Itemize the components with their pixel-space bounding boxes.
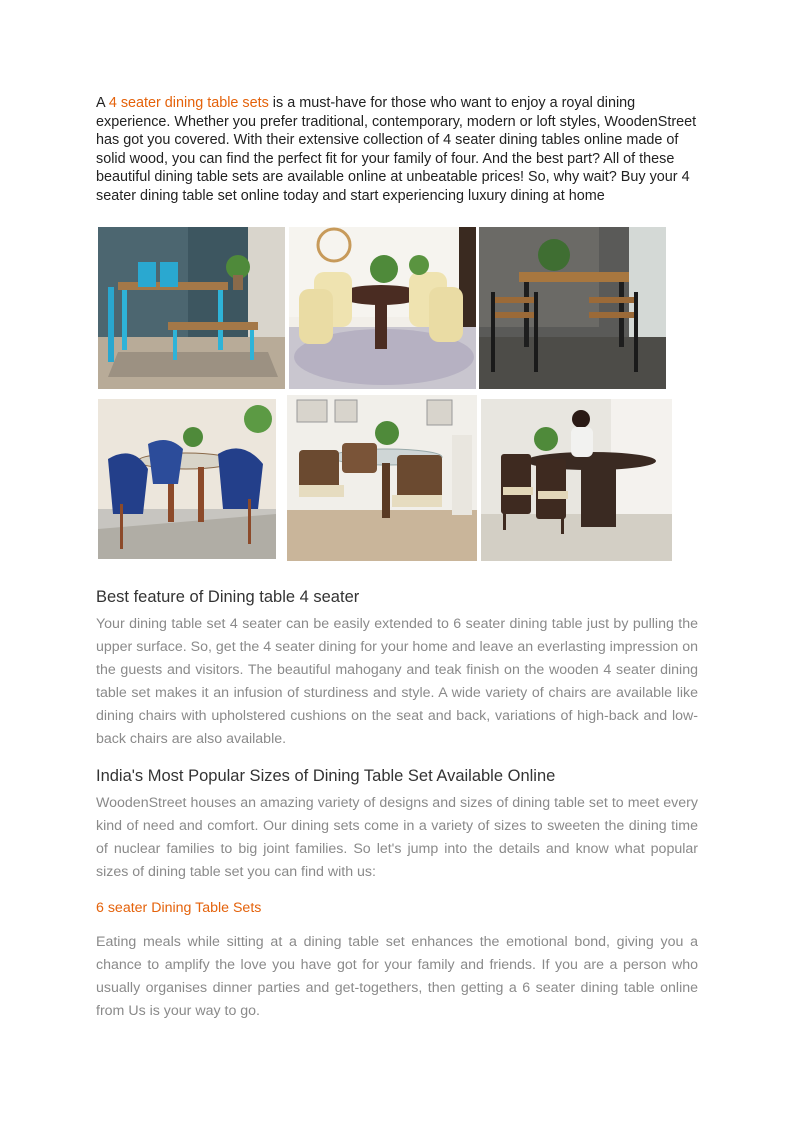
oval-dining-image <box>481 399 672 561</box>
product-image-gallery <box>96 227 698 567</box>
subheading-6-seater: 6 seater Dining Table Sets <box>96 900 262 916</box>
photo-oval-dining-set[interactable] <box>481 399 672 561</box>
intro-prefix: A <box>96 95 109 111</box>
section-heading-popular-sizes: India's Most Popular Sizes of Dining Table Set Available Online <box>96 767 556 785</box>
beige-tufted-dining-image <box>289 227 476 389</box>
blue-velvet-dining-image <box>98 399 276 559</box>
photo-glass-top-dining-set[interactable] <box>287 395 477 561</box>
glass-top-dining-image <box>287 395 477 561</box>
photo-industrial-dining-set[interactable] <box>479 227 666 389</box>
photo-blue-velvet-dining-set[interactable] <box>98 399 276 559</box>
section-heading-best-feature: Best feature of Dining table 4 seater <box>96 588 360 606</box>
section-body-best-feature: Your dining table set 4 seater can be easily extended to 6 seater dining table just by pulling the upper surface. So, get the 4 seater dining for your home and leave an everlasting impression on the guests and visitors. The beautiful mahogany and teak finish on the wooden 4 seater dining table set makes it an infusion of sturdiness and style. A wide variety of chairs are available like dining chairs with upholstered cushions on the seat and back, variations of high-back and low-back chairs are also available. <box>96 616 698 747</box>
blue-metal-dining-image <box>98 227 285 389</box>
section-body-6-seater: Eating meals while sitting at a dining table set enhances the emotional bond, giving you a chance to amplify the love you have got for your family and friends. If you are a person who usually organises dinner parties and get-togethers, then getting a 6 seater dining table online from Us is your way to go. <box>96 934 698 1019</box>
intro-text: is a must-have for those who want to enjoy a royal dining experience. Whether you prefer traditional, contemporary, modern or loft styles, WoodenStreet has got you covered. With their extensive collection of 4 seater dining tables online made of solid wood, you can find the perfect fit for your family of four. And the best part? All of these beautiful dining table sets are available online at unbeatable prices! So, why wait? Buy your 4 seater dining table set online today and start experiencing luxury dining at home <box>96 95 697 204</box>
photo-beige-tufted-dining-set[interactable] <box>289 227 476 389</box>
section-body-popular-sizes: WoodenStreet houses an amazing variety of designs and sizes of dining table set to meet every kind of need and comfort. Our dining sets come in a variety of sizes to sweeten the dining time of nuclear families to big joint families. So let's jump into the details and know what popular sizes of dining table set you can find with us: <box>96 795 698 880</box>
photo-blue-metal-dining-set[interactable] <box>98 227 285 389</box>
document-page <box>96 94 698 1019</box>
4-seater-dining-table-sets-link[interactable]: 4 seater dining table sets <box>108 95 269 111</box>
industrial-dining-image <box>479 227 666 389</box>
intro-paragraph <box>96 94 698 206</box>
